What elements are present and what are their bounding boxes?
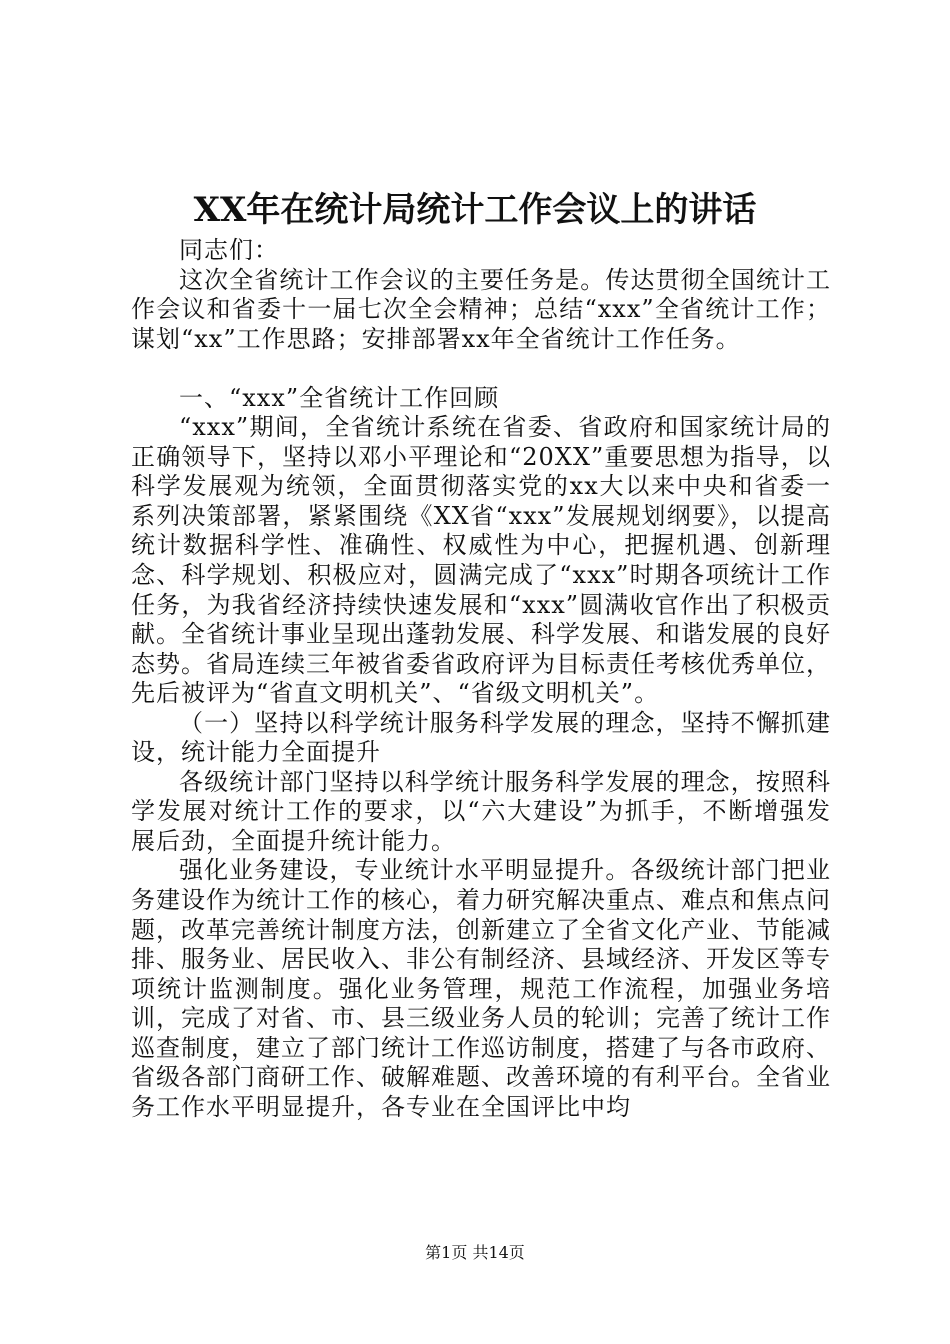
subsection-paragraph: 各级统计部门坚持以科学统计服务科学发展的理念，按照科学发展对统计工作的要求，以“六大建设”为抓手，不断增强发展后劲，全面提升统计能力。 (131, 767, 831, 855)
intro-paragraph: 这次全省统计工作会议的主要任务是。传达贯彻全国统计工作会议和省委十一届七次全会精神；总结“xxx”全省统计工作；谋划“xx”工作思路；安排部署xx年全省统计工作任务。 (131, 265, 831, 353)
greeting-paragraph: 同志们： (179, 236, 279, 264)
document-body (131, 236, 831, 1122)
document-title: XX年在统计局统计工作会议上的讲话 (193, 190, 757, 230)
subsection-heading: （一）坚持以科学统计服务科学发展的理念，坚持不懈抓建设，统计能力全面提升 (131, 708, 831, 767)
page-footer: 第1页 共14页 (425, 1243, 525, 1262)
business-building-paragraph: 强化业务建设，专业统计水平明显提升。各级统计部门把业务建设作为统计工作的核心，着力研究解决重点、难点和焦点问题，改革完善统计制度方法，创新建立了全省文化产业、节能减排、服务业、居民收入、非公有制经济、县域经济、开发区等专项统计监测制度。强化业务管理，规范工作流程，加强业务培训，完成了对省、市、县三级业务人员的轮训；完善了统计工作巡查制度，建立了部门统计工作巡访制度，搭建了与各市政府、省级各部门商研工作、破解难题、改善环境的有利平台。全省业务工作水平明显提升，各专业在全国评比中均 (131, 856, 831, 1121)
section-heading: 一、“xxx”全省统计工作回顾 (179, 383, 500, 412)
review-paragraph: “xxx”期间，全省统计系统在省委、省政府和国家统计局的正确领导下，坚持以邓小平理论和“20XX”重要思想为指导，以科学发展观为统领，全面贯彻落实党的xx大以来中央和省委一系列决策部署，紧紧围绕《XX省“xxx”发展规划纲要》，以提高统计数据科学性、准确性、权威性为中心，把握机遇、创新理念、科学规划、积极应对，圆满完成了“xxx”时期各项统计工作任务，为我省经济持续快速发展和“xxx”圆满收官作出了积极贡献。全省统计事业呈现出蓬勃发展、科学发展、和谐发展的良好态势。省局连续三年被省委省政府评为目标责任考核优秀单位，先后被评为“省直文明机关”、“省级文明机关”。 (131, 413, 831, 708)
